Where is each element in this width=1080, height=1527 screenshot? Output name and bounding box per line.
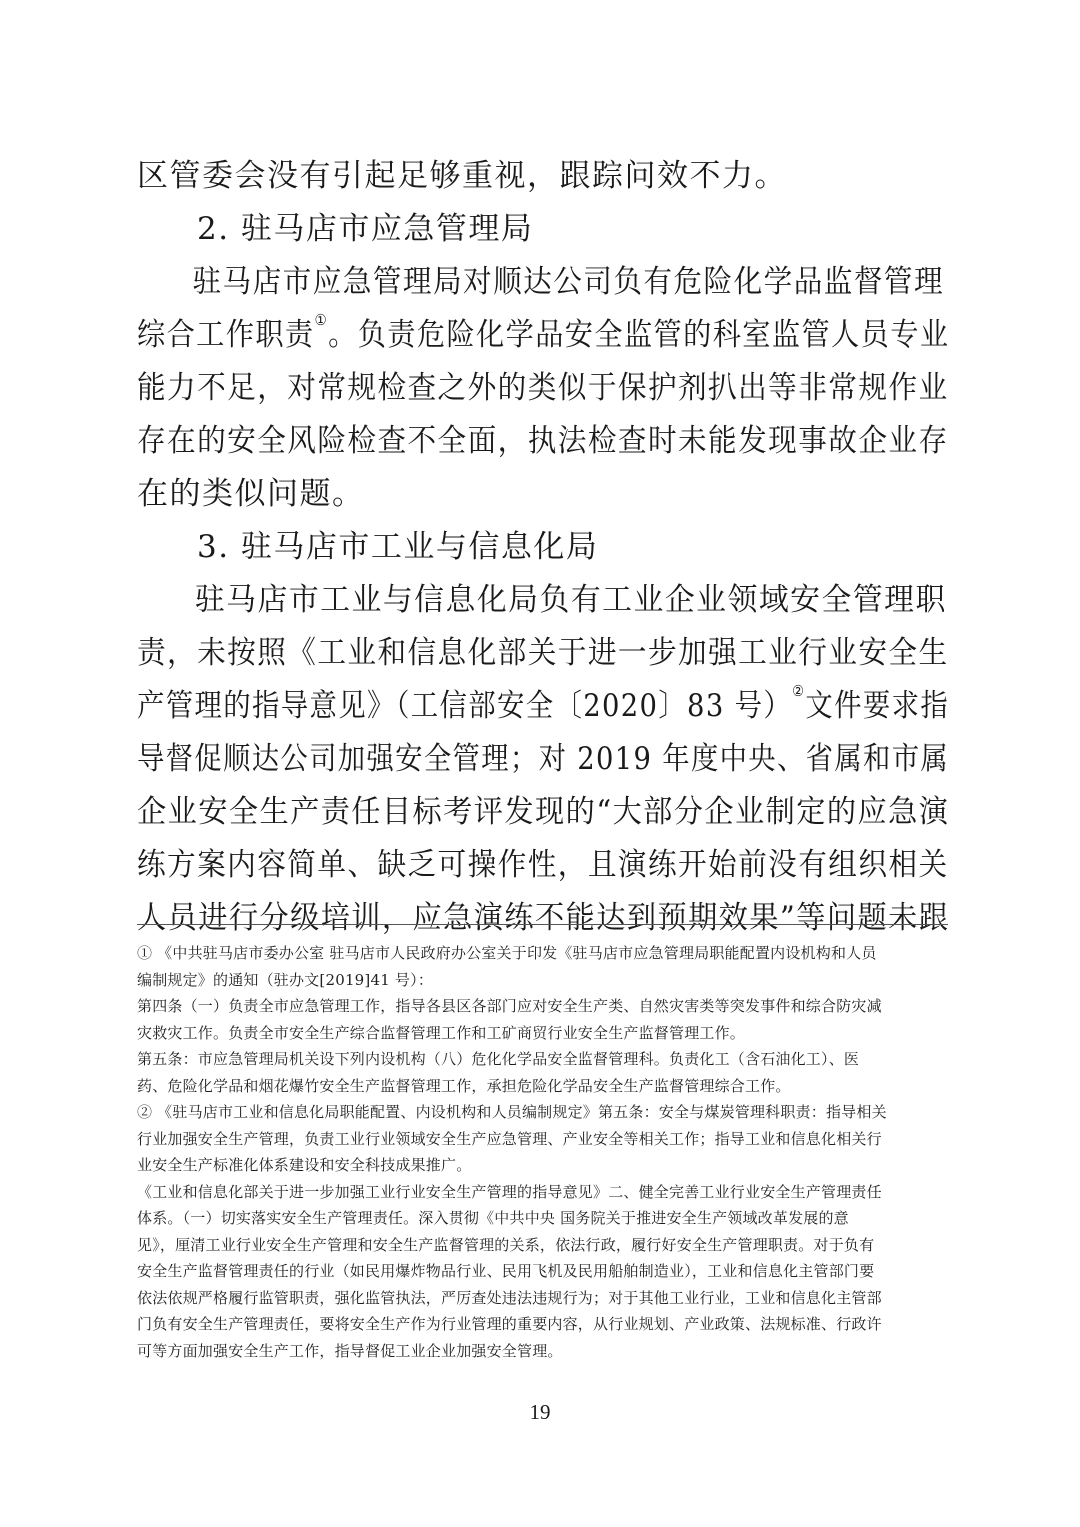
footnote-line: 业安全生产标准化体系建设和安全科技成果推广。 [137,1156,472,1174]
body-line [137,680,950,733]
footnote-line: 见》，厘清工业行业安全生产管理和安全生产监督管理的关系，依法行政，履行好安全生产管理职责。对于负有 [137,1235,875,1254]
footnotes [137,940,949,1364]
body-line: 存在的安全风险检查不全面，执法检查时未能发现事故企业存 [137,423,949,459]
section-heading: 2. 驻马店市应急管理局 [197,211,534,247]
footnote-line: 编制规定》的通知（驻办文[2019]41 号）： [137,970,434,989]
body-line: 区管委会没有引起足够重视，跟踪问效不力。 [137,158,787,194]
footnote-divider [137,924,948,925]
footnote-line: 行业加强安全生产管理，负责工业行业领域安全生产应急管理、产业安全等相关工作；指导工业和信息化相关行 [137,1129,882,1148]
footnote-line: 药、危险化学品和烟花爆竹安全生产监督管理工作，承担危险化学品安全生产监督管理综合工作。 [137,1076,791,1095]
footnote-line: ① 《中共驻马店市委办公室 驻马店市人民政府办公室关于印发《驻马店市应急管理局职能配置内设机构和人员 [137,944,877,962]
footnote-ref-1: ① [314,311,329,329]
footnote-line: ② 《驻马店市工业和信息化局职能配置、内设机构和人员编制规定》第五条：安全与煤炭管理科职责：指导相关 [137,1103,887,1121]
footnote-line: 《工业和信息化部关于进一步加强工业行业安全生产管理的指导意见》二、健全完善工业行业安全生产管理责任 [137,1182,882,1201]
body-line: 企业安全生产责任目标考评发现的“大部分企业制定的应急演 [137,794,950,830]
footnote-line: 门负有安全生产管理责任，要将安全生产作为行业管理的重要内容，从行业规划、产业政策、法规标准、行政许 [137,1315,882,1333]
page-number: 19 [529,1400,551,1424]
body-line: 能力不足，对常规检查之外的类似于保护剂扒出等非常规作业 [137,370,949,406]
body-line: 练方案内容简单、缺乏可操作性，且演练开始前没有组织相关 [137,847,949,883]
footnote-line: 安全生产监督管理责任的行业（如民用爆炸物品行业、民用飞机及民用船舶制造业），工业和信息化主管部门要 [137,1262,875,1280]
footnote-ref-2: ② [792,682,806,700]
body-fragment: 文件要求指 [805,688,950,724]
body-text [137,150,949,945]
body-line: 导督促顺达公司加强安全管理；对 2019 年度中央、省属和市属 [137,741,950,777]
footnote-line: 可等方面加强安全生产工作，指导督促工业企业加强安全管理。 [137,1341,563,1360]
body-line: 驻马店市工业与信息化局负有工业企业领域安全管理职 [194,582,947,618]
footnote-line: 依法依规严格履行监管职责，强化监管执法，严厉查处违法违规行为；对于其他工业行业，工业和信息化主管部 [137,1288,882,1307]
body-fragment: 综合工作职责 [137,317,315,353]
body-line: 驻马店市应急管理局对顺达公司负有危险化学品监督管理 [192,264,945,300]
body-line: 在的类似问题。 [137,476,365,512]
footnote-line: 灾救灾工作。负责全市安全生产综合监督管理工作和工矿商贸行业安全生产监督管理工作。 [137,1023,746,1042]
footnote-line: 第五条：市应急管理局机关设下列内设机构（八）危化化学品安全监督管理科。负责化工（含石油化工）、医 [137,1050,860,1068]
body-line: 人员进行分级培训，应急演练不能达到预期效果”等问题未跟 [137,900,950,936]
section-heading: 3. 驻马店市工业与信息化局 [197,529,599,565]
body-fragment: 产管理的指导意见》（工信部安全〔2020〕83 号） [137,688,793,724]
footnote-line: 第四条（一）负责全市应急管理工作，指导各县区各部门应对安全生产类、自然灾害类等突发事件和综合防灾减 [137,997,882,1015]
body-line: 责，未按照《工业和信息化部关于进一步加强工业行业安全生 [137,635,949,671]
body-line [137,309,950,362]
body-fragment: 。负责危险化学品安全监管的科室监管人员专业 [328,317,950,353]
footnote-line: 体系。（一）切实落实安全生产管理责任。深入贯彻《中共中央 国务院关于推进安全生产领域改革发展的意 [137,1209,849,1227]
